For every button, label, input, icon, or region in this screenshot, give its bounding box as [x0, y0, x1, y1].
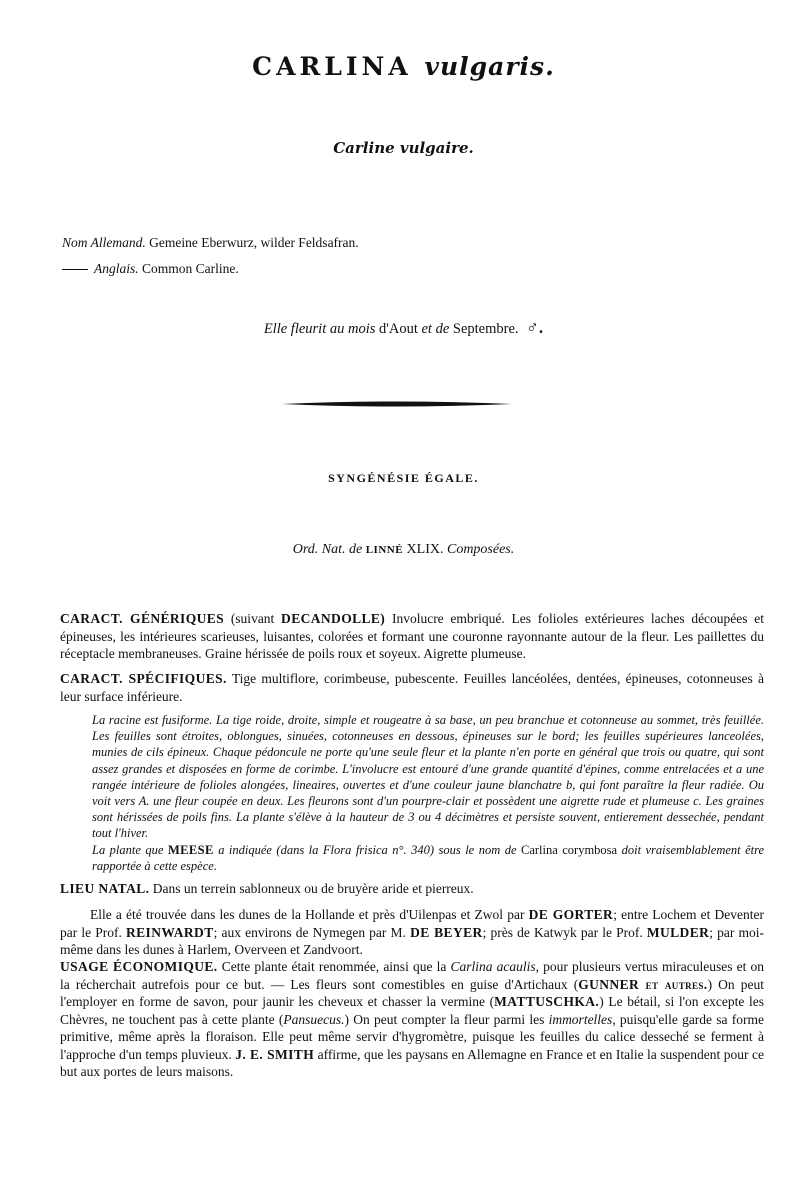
usage-text-6: , puisqu'elle garde sa forme primitive, même après la floraison. Elle peut même servir d'hygromètre, puisque les feuilles du calice desseché se ferment à l'approche d'un temps pluvieux.	[60, 1011, 764, 1062]
usage-ref-smith: J. E. SMITH	[235, 1046, 315, 1062]
localities-text-2: ; entre Lochem et Deventer par le Prof.	[60, 907, 765, 940]
usage-ref-mattuschka: MATTUSCHKA.	[494, 994, 600, 1009]
natural-order	[0, 542, 807, 558]
order-number: XLIX.	[406, 542, 444, 557]
order-family: Composées.	[446, 542, 515, 557]
habitat-label: LIEU NATAL.	[60, 881, 150, 896]
collector-reinwardt: REINWARDT	[125, 924, 214, 940]
generic-text: Involucre embriqué. Les folioles extérieures laches découpées et épineuses, les intérieures scarieuses, luisantes, colorées et formant une couronne rayonnante autour de la fleur. Les paillettes du réceptacle membraneuses. Graine hérissée de poils roux et soyeux. Aigrette plumeuse.	[60, 611, 765, 661]
french-name: Carline vulgaire.	[333, 139, 474, 157]
english-value: Common Carline.	[142, 261, 239, 276]
flowering-month-1: d'Aout	[379, 321, 418, 337]
usage-text-2: , pour plusieurs vertus miraculeuses et on la récherchait autrefois pour ce but. — Les fleurs sont comestibles en guise d'Artichaux (	[60, 959, 765, 992]
collector-gorter: DE GORTER	[528, 907, 614, 922]
synonym-name: Carlina corymbosa	[520, 843, 618, 857]
page-title	[0, 52, 807, 81]
collector-beyer: DE BEYER	[410, 924, 483, 940]
synonym-source: Flora frisica n°. 340)	[322, 843, 435, 857]
usage-text-1: Cette plante était renommée, ainsi que la	[221, 959, 447, 974]
synonym-author: MEESE	[167, 843, 214, 857]
flowering-period	[0, 318, 807, 338]
usage-text-7: affirme, que les paysans en Allemagne en France et en Italie la suspendent pour ce but aux portes de leurs maisons.	[60, 1046, 765, 1079]
ornamental-divider	[282, 400, 512, 408]
german-label: Nom Allemand.	[62, 235, 146, 250]
localities-text-4: ; près de Katwyk par le Prof.	[482, 924, 643, 940]
usage-text-4: ) Le bétail, si l'on excepte les Chèvres, ne touchent pas à cette plante (	[60, 994, 764, 1027]
generic-label: CARACT. GÉNÉRIQUES	[60, 611, 225, 626]
specific-text: Tige multiflore, corimbeuse, pubescente. Feuilles lancéolées, dentées, épineuses, cotonneuses à leur surface inférieure.	[60, 671, 764, 704]
specific-characters	[60, 670, 764, 705]
description-text: La racine est fusiforme. La tige roide, droite, simple et rougeatre à sa base, un peu branchue et cotonneuse au sommet, très feuillée. Les feuilles sont étroites, oblongues, sinuées, cotonneuses en dessous, épineuses sur le bord; les feuilles supérieures lanceolées, munies de cils épineux. Chaque pédoncule ne porte qu'une seule fleur et la plante n'en porte en général que trois ou quatre, qui sont assez grandes et disposées en forme de corimbe. L'involucre est entouré d'une grande quantité d'épines, comme entrelacées et a une rangée intérieure de folioles alongées, lineaires, ouvertes et d'une couleur jaune blanchatre b, qui font paraître la fleur radiée. Ou voit vers A. une fleur coupée en deux. Les fleurons sont d'un pourpre-clair et possèdent une aigrette rude et plumeuse c. Les graines sont hérissées de poils fins. La plante s'élève à la hauteur de 3 ou 4 décimètres et persiste souvent, entierement dessechée, pendant tout l'hiver.	[92, 713, 764, 841]
english-label: Anglais.	[94, 261, 139, 276]
collector-mulder: MULDER	[646, 924, 710, 940]
usage-species: Carlina acaulis	[450, 959, 536, 974]
habitat-text: Dans un terrein sablonneux ou de bruyère aride et pierreux.	[152, 881, 474, 896]
usage-text-3: ) On peut l'employer en forme de savon, pour jaunir les cheveux et chasser la vermine (	[60, 976, 764, 1009]
generic-author: DECANDOLLE)	[281, 611, 386, 626]
flowering-text-2: et de	[421, 321, 450, 337]
specific-label: CARACT. SPÉCIFIQUES.	[60, 671, 227, 686]
localities-text-1: Elle a été trouvée dans les dunes de la Hollande et près d'Uilenpas et Zwol par	[90, 907, 525, 922]
synonym-text-3: sous le nom de	[438, 843, 517, 857]
usage-immortelles: immortelles	[548, 1011, 613, 1027]
description	[92, 712, 764, 842]
species-name: vulgaris.	[424, 52, 555, 81]
german-name-line	[62, 230, 359, 256]
flowering-text-1: Elle fleurit au mois	[263, 321, 376, 337]
generic-characters	[60, 610, 764, 663]
generic-author-pre: (suivant	[230, 611, 275, 626]
common-names	[62, 230, 359, 282]
localities	[60, 906, 764, 959]
flowering-month-2: Septembre.	[452, 321, 519, 337]
linnaean-class: SYNGÉNÉSIE ÉGALE.	[328, 471, 479, 485]
german-value: Gemeine Eberwurz, wilder Feldsafran.	[149, 235, 359, 250]
habitat	[60, 880, 764, 898]
synonym-text-2: a indiquée (dans la	[218, 843, 319, 857]
english-name-line	[62, 256, 359, 282]
economic-use	[60, 958, 764, 1081]
genus-name: CARLINA	[252, 52, 412, 81]
usage-ref-gunner: GUNNER et autres.	[578, 976, 708, 992]
perennial-symbol: ♂.	[526, 318, 544, 337]
ditto-dash	[62, 269, 88, 270]
order-author: LINNÉ	[365, 544, 404, 556]
synonym-text-4: doit vraisemblablement être rapportée à cette espèce.	[92, 843, 765, 874]
localities-text-5: ; par moi-même dans les dunes à Harlem, Overveen et Zandvoort.	[60, 924, 764, 957]
synonym-text-1: La plante que	[92, 843, 164, 857]
localities-text-3: ; aux environs de Nymegen par M.	[213, 924, 406, 940]
synonym-note	[92, 842, 764, 874]
order-text-1: Ord. Nat. de	[292, 542, 363, 557]
usage-text-5: ) On peut compter la fleur parmi les	[344, 1011, 545, 1027]
usage-label: USAGE ÉCONOMIQUE.	[60, 959, 218, 974]
usage-ref-pansuecus: Pansuecus.	[283, 1011, 345, 1027]
